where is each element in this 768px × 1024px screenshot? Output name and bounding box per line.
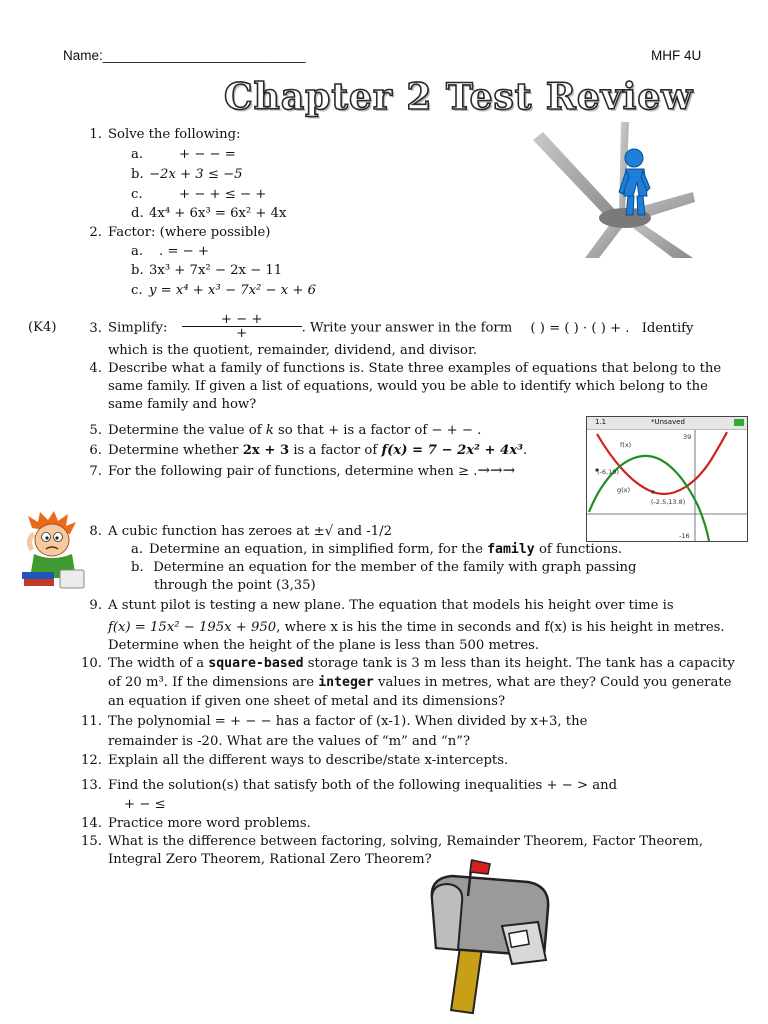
page-title: Chapter 2 Test Review — [224, 76, 694, 118]
graph-titlebar: 1.1 *Unsaved — [587, 417, 747, 430]
question-2b: b. 3x³ + 7x² − 2x − 11 — [131, 263, 283, 278]
question-7: 7. For the following pair of functions, determine when ≥ .→→→ — [89, 461, 516, 479]
question-14: 14. Practice more word problems. — [81, 816, 311, 831]
question-4: 4. Describe what a family of functions is. State three examples of equations that belong to the — [89, 361, 722, 376]
point-label-2: (-2.5,13.8) — [651, 498, 686, 506]
f-label: f(x) — [620, 441, 632, 449]
mailbox-image — [418, 856, 568, 1016]
question-3-line2: which is the quotient, remainder, dividend, and divisor. — [108, 343, 478, 358]
question-2: 2. Factor: (where possible) — [89, 225, 271, 240]
question-6: 6. Determine whether 2x + 3 is a factor of f(x) = 7 − 2x² + 4x³. — [89, 443, 528, 458]
question-9: 9. A stunt pilot is testing a new plane. The equation that models his height over time is — [89, 598, 674, 613]
question-9-line3: Determine when the height of the plane is less than 500 metres. — [108, 638, 540, 653]
question-1b: b. −2x + 3 ≤ −5 — [131, 167, 243, 182]
question-15-line2: Integral Zero Theorem, Rational Zero Theorem? — [108, 852, 432, 867]
question-2c: c. y = x⁴ + x³ − 7x² − x + 6 — [131, 283, 317, 298]
question-13: 13. Find the solution(s) that satisfy both of the following inequalities + − > and — [81, 778, 618, 793]
question-1a: a. + − − = — [131, 147, 236, 162]
crossroads-figure-image — [533, 122, 697, 258]
k4-tag: (K4) — [28, 320, 57, 335]
question-11: 11. The polynomial = + − − has a factor of (x-1). When divided by x+3, the — [81, 714, 588, 729]
question-8b-line2: through the point (3,35) — [154, 578, 316, 593]
question-5: 5. Determine the value of k so that + is a factor of − + − . — [89, 423, 482, 438]
question-2a: a. . = − + — [131, 244, 209, 259]
question-10-line3: an equation if given one sheet of metal and its dimensions? — [108, 694, 506, 709]
question-3-fraction: $\frac{+ - +}{+}$ — [182, 313, 302, 343]
y-top-label: 39 — [683, 433, 692, 441]
question-10-line2: of 20 m³. If the dimensions are integer values in metres, what are they? Could you generate — [108, 675, 732, 690]
question-4-line2: same family. If given a list of equations, would you be able to identify which belong to the — [108, 379, 708, 394]
question-8b: b. Determine an equation for the member of the family with graph passing — [131, 560, 637, 575]
question-1c: c. + − + ≤ − + — [131, 187, 267, 202]
point-label-1: (-6,19) — [597, 468, 619, 476]
question-4-line3: same family and how? — [108, 397, 257, 412]
course-code: MHF 4U — [651, 48, 702, 63]
question-8a: a. Determine an equation, in simplified form, for the family of functions. — [131, 542, 623, 557]
battery-icon — [734, 419, 744, 426]
name-field: Name:___________________________ — [63, 48, 306, 63]
question-1d: d. 4x⁴ + 6x³ = 6x² + 4x — [131, 206, 287, 221]
y-bottom-label: -16 — [679, 532, 690, 540]
question-3: 3. Simplify: $\frac{+ - +}{+}$ . Write your answer in the form ( ) = ( ) · ( ) + . Identify — [89, 312, 694, 341]
question-9-line2: f(x) = 15x² − 195x + 950, where x is his the time in seconds and f(x) is his height in metres. — [108, 620, 725, 635]
question-15: 15. What is the difference between factoring, solving, Remainder Theorem, Factor Theorem, — [81, 834, 704, 849]
question-13-line2: + − ≤ — [124, 797, 166, 812]
question-8: 8. A cubic function has zeroes at ±√ and -1/2 — [89, 524, 392, 539]
question-12: 12. Explain all the different ways to describe/state x-intercepts. — [81, 753, 509, 768]
question-10: 10. The width of a square-based storage tank is 3 m less than its height. The tank has a capacity — [81, 656, 735, 671]
g-label: g(x) — [617, 486, 631, 494]
question-1: 1. Solve the following: — [89, 127, 241, 142]
calculator-graph-screenshot — [586, 416, 748, 542]
graph-plot — [587, 430, 747, 541]
question-11-line2: remainder is -20. What are the values of “m” and “n”? — [108, 734, 471, 749]
